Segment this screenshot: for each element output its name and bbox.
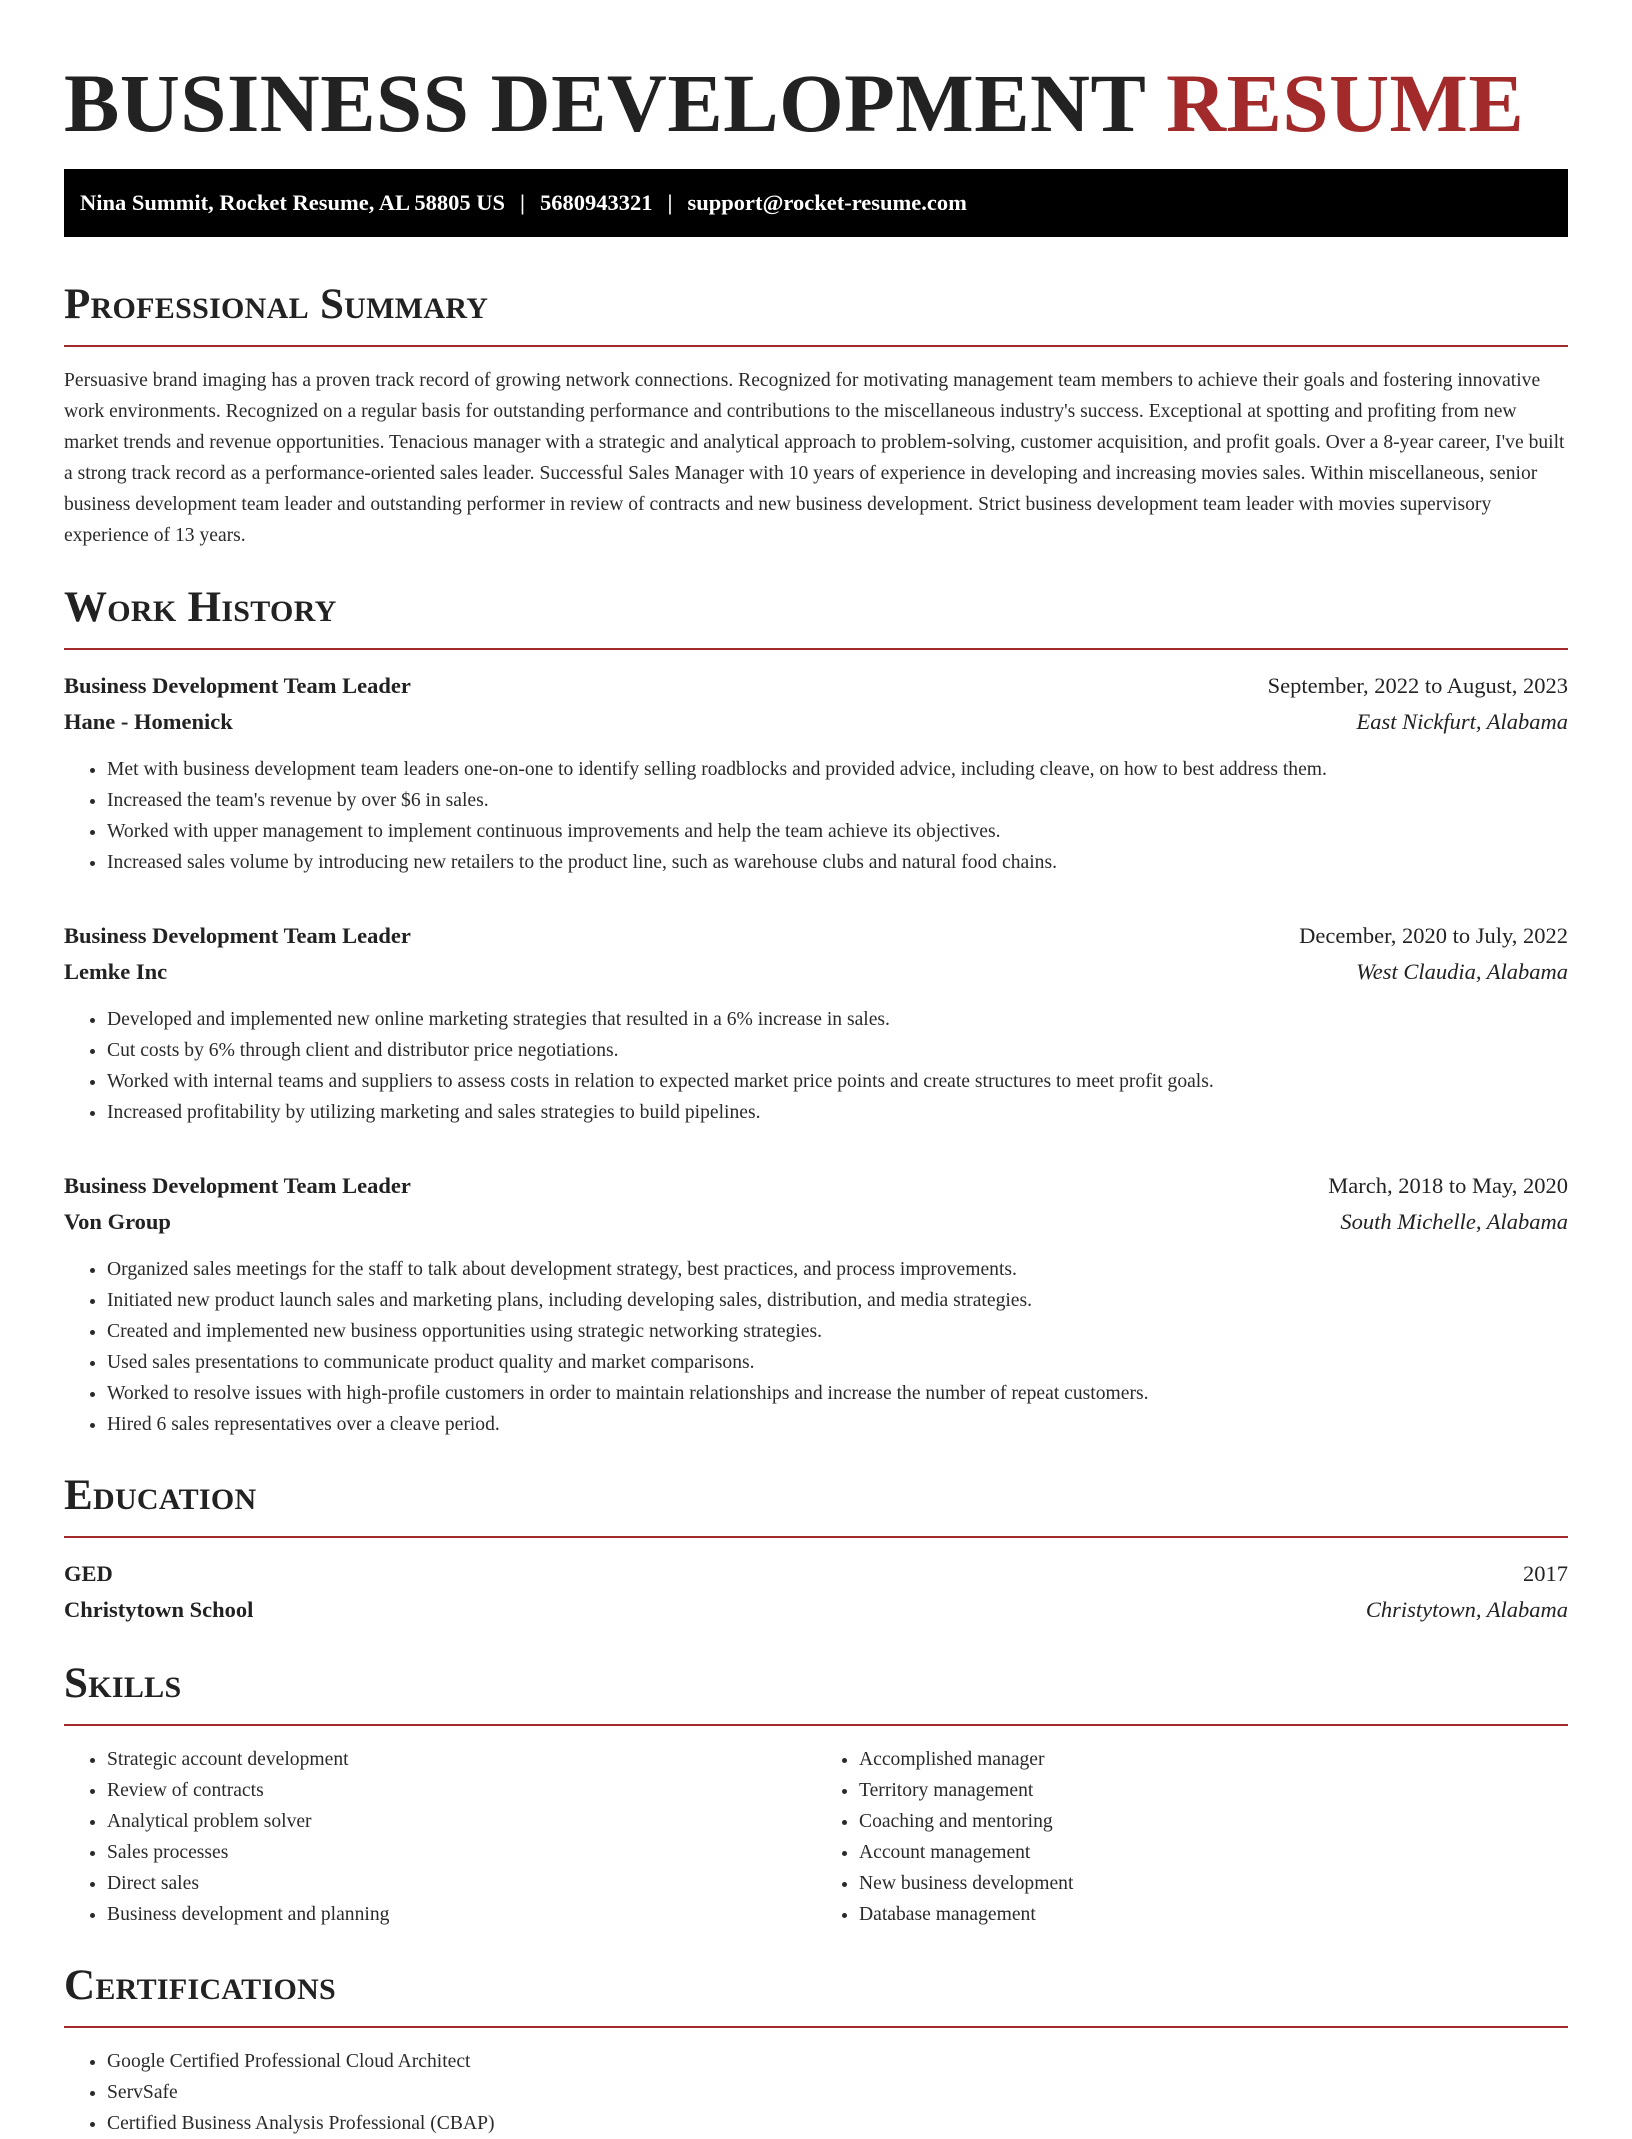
education-section	[64, 1470, 1568, 1628]
job-dates: September, 2022 to August, 2023	[1267, 673, 1568, 698]
section-heading-skills: Skills	[64, 1660, 182, 1707]
list-item: • New business development	[859, 1868, 1568, 1899]
section-heading-work-history: Work History	[64, 584, 337, 631]
summary-text: Persuasive brand imaging has a proven track record of growing network connections. Recognized for motivating management team members to achieve their goals and fostering innovative work environments. Recognized on a regular basis for outstanding performance and contributions to the miscellaneous industry's success. Exceptional at spotting and profiting from new market trends and revenue opportunities. Tenacious manager with a strategic and analytical approach to problem-solving, customer acquisition, and profit goals. Over a 8-year career, I've built a strong track record as a performance-oriented sales leader. Successful Sales Manager with 10 years of experience in developing and increasing movies sales. Within miscellaneous, senior business development team leader and outstanding performer in review of contracts and new business development. Strict business development team leader with movies supervisory experience of 13 years.	[64, 370, 1565, 546]
job-location: East Nickfurt, Alabama	[1356, 709, 1568, 734]
list-item: • Met with business development team leaders one-on-one to identify selling roadblocks and provided advice, including cleave, on how to best address them.	[107, 754, 1568, 785]
list-item: • Worked with internal teams and suppliers to assess costs in relation to expected market price points and create structures to meet profit goals.	[107, 1066, 1568, 1097]
job-title: Business Development Team Leader	[64, 1173, 411, 1198]
job-dates: December, 2020 to July, 2022	[1299, 923, 1568, 948]
job-dates: March, 2018 to May, 2020	[1328, 1173, 1568, 1198]
education-degree: GED	[64, 1561, 113, 1586]
list-item: • Developed and implemented new online marketing strategies that resulted in a 6% increase in sales.	[107, 1004, 1568, 1035]
job-location: West Claudia, Alabama	[1356, 959, 1568, 984]
list-item: • Increased sales volume by introducing new retailers to the product line, such as warehouse clubs and natural food chains.	[107, 847, 1568, 878]
list-item: • Territory management	[859, 1775, 1568, 1806]
resume-title	[64, 55, 1568, 151]
list-item: • ServSafe	[107, 2077, 1568, 2108]
job-title: Business Development Team Leader	[64, 923, 411, 948]
job-header-row	[64, 668, 1568, 704]
section-divider	[64, 648, 1568, 650]
list-item: • Sales processes	[107, 1837, 816, 1868]
job-bullets	[64, 754, 1568, 878]
certifications-section	[64, 1960, 1568, 2139]
list-item: • Worked with upper management to implement continuous improvements and help the team achieve its objectives.	[107, 816, 1568, 847]
skills-list-right	[816, 1744, 1568, 1930]
section-heading-summary: Professional Summary	[64, 281, 489, 328]
job-title: Business Development Team Leader	[64, 673, 411, 698]
list-item: • Coaching and mentoring	[859, 1806, 1568, 1837]
education-location: Christytown, Alabama	[1365, 1597, 1568, 1622]
work-history-section	[64, 582, 1568, 1440]
job-company: Hane - Homenick	[64, 709, 233, 734]
list-item: • Business development and planning	[107, 1899, 816, 1930]
job-entry	[64, 668, 1568, 878]
contact-email: support@rocket-resume.com	[687, 190, 967, 215]
job-bullets	[64, 1254, 1568, 1440]
summary-section	[64, 279, 1568, 551]
list-item: • Used sales presentations to communicate product quality and market comparisons.	[107, 1347, 1568, 1378]
section-divider	[64, 2026, 1568, 2028]
job-bullets	[64, 1004, 1568, 1128]
skills-grid	[64, 1744, 1568, 1930]
job-header-row	[64, 918, 1568, 954]
skills-list-left	[64, 1744, 816, 1930]
list-item: • Accomplished manager	[859, 1744, 1568, 1775]
job-company: Lemke Inc	[64, 959, 168, 984]
job-company-row	[64, 954, 1568, 990]
list-item: • Review of contracts	[107, 1775, 816, 1806]
contact-phone: 5680943321	[540, 190, 653, 215]
list-item: • Increased profitability by utilizing marketing and sales strategies to build pipelines.	[107, 1097, 1568, 1128]
job-entry	[64, 918, 1568, 1128]
contact-bar	[64, 169, 1568, 237]
list-item: • Database management	[859, 1899, 1568, 1930]
section-heading-certifications: Certifications	[64, 1962, 337, 2009]
list-item: • Cut costs by 6% through client and distributor price negotiations.	[107, 1035, 1568, 1066]
section-divider	[64, 345, 1568, 347]
education-school: Christytown School	[64, 1597, 254, 1622]
title-main: BUSINESS DEVELOPMENT	[64, 57, 1145, 149]
education-year: 2017	[1523, 1561, 1568, 1586]
list-item: • Organized sales meetings for the staff to talk about development strategy, best practices, and process improvements.	[107, 1254, 1568, 1285]
list-item: • Worked to resolve issues with high-profile customers in order to maintain relationships and increase the number of repeat customers.	[107, 1378, 1568, 1409]
job-company-row	[64, 1204, 1568, 1240]
job-company: Von Group	[64, 1209, 171, 1234]
contact-separator: |	[667, 190, 673, 215]
list-item: • Certified Business Analysis Professional (CBAP)	[107, 2108, 1568, 2139]
certifications-list	[64, 2046, 1568, 2139]
list-item: • Analytical problem solver	[107, 1806, 816, 1837]
contact-separator: |	[520, 190, 525, 215]
section-divider	[64, 1536, 1568, 1538]
list-item: • Direct sales	[107, 1868, 816, 1899]
list-item: • Increased the team's revenue by over $6 in sales.	[107, 785, 1568, 816]
contact-address: Nina Summit, Rocket Resume, AL 58805 US	[80, 190, 506, 215]
job-location: South Michelle, Alabama	[1340, 1209, 1568, 1234]
job-entry	[64, 1168, 1568, 1440]
section-divider	[64, 1724, 1568, 1726]
list-item: • Google Certified Professional Cloud Architect	[107, 2046, 1568, 2077]
title-accent: RESUME	[1166, 57, 1525, 149]
job-company-row	[64, 704, 1568, 740]
list-item: • Created and implemented new business opportunities using strategic networking strategies.	[107, 1316, 1568, 1347]
list-item: • Hired 6 sales representatives over a cleave period.	[107, 1409, 1568, 1440]
list-item: • Account management	[859, 1837, 1568, 1868]
skills-section	[64, 1658, 1568, 1930]
education-header-row	[64, 1556, 1568, 1592]
list-item: • Initiated new product launch sales and marketing plans, including developing sales, distribution, and media strategies.	[107, 1285, 1568, 1316]
section-heading-education: Education	[64, 1472, 257, 1519]
list-item: • Strategic account development	[107, 1744, 816, 1775]
education-school-row	[64, 1592, 1568, 1628]
job-header-row	[64, 1168, 1568, 1204]
